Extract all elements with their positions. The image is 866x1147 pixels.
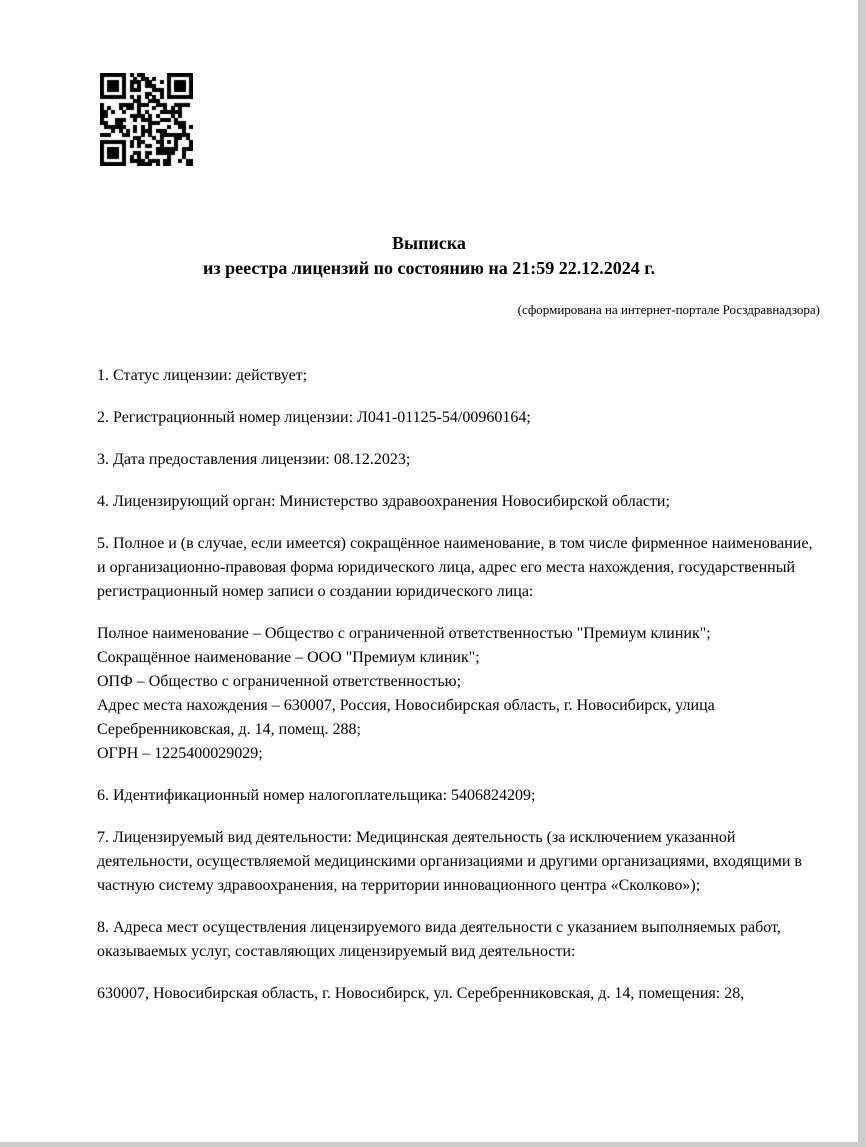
legal-form-line: ОПФ – Общество с ограниченной ответственностью; [97, 673, 462, 690]
qr-code-icon [100, 73, 193, 166]
legal-entity-block [97, 622, 820, 766]
formation-note: (сформирована на интернет-портале Росздравнадзора) [517, 302, 820, 317]
licensed-activity-paragraph: 7. Лицензируемый вид деятельности: Медицинская деятельность (за исключением указанной деятельности, осуществляемой медицинскими организациями и другими организациями, входящими в частную систему здравоохранения, на территории инновационного центра «Сколково»); [97, 829, 802, 894]
activity-addresses-intro-paragraph: 8. Адреса мест осуществления лицензируемого вида деятельности с указанием выполняемых работ, оказываемых услуг, составляющих лицензируемый вид деятельности: [97, 919, 781, 960]
title-line-1: Выписка [392, 233, 466, 253]
license-status-paragraph: 1. Статус лицензии: действует; [97, 367, 308, 384]
registration-number-paragraph: 2. Регистрационный номер лицензии: Л041-01125-54/00960164; [97, 409, 531, 426]
short-name-line: Сокращённое наименование – ООО "Премиум клиник"; [97, 649, 480, 666]
grant-date-paragraph: 3. Дата предоставления лицензии: 08.12.2023; [97, 451, 411, 468]
activity-address-line: 630007, Новосибирская область, г. Новосибирск, ул. Серебренниковская, д. 14, помещения: 28, [97, 985, 745, 1002]
full-name-line: Полное наименование – Общество с ограниченной ответственностью "Премиум клиник"; [97, 625, 711, 642]
ogrn-line: ОГРН – 1225400029029; [97, 745, 263, 762]
licensing-authority-paragraph: 4. Лицензирующий орган: Министерство здравоохранения Новосибирской области; [97, 493, 670, 510]
address-line: Адрес места нахождения – 630007, Россия, Новосибирская область, г. Новосибирск, улица Серебренниковская, д. 14, помещ. 288; [97, 697, 715, 738]
document-body [97, 364, 820, 1006]
entity-names-intro-paragraph: 5. Полное и (в случае, если имеется) сокращённое наименование, в том числе фирменное наименование, и организационно-правовая форма юридического лица, адрес его места нахождения, государственный регистрационный номер записи о создании юридического лица: [97, 535, 813, 600]
title-line-2: из реестра лицензий по состоянию на 21:59 22.12.2024 г. [203, 258, 655, 278]
inn-paragraph: 6. Идентификационный номер налогоплательщика: 5406824209; [97, 787, 536, 804]
